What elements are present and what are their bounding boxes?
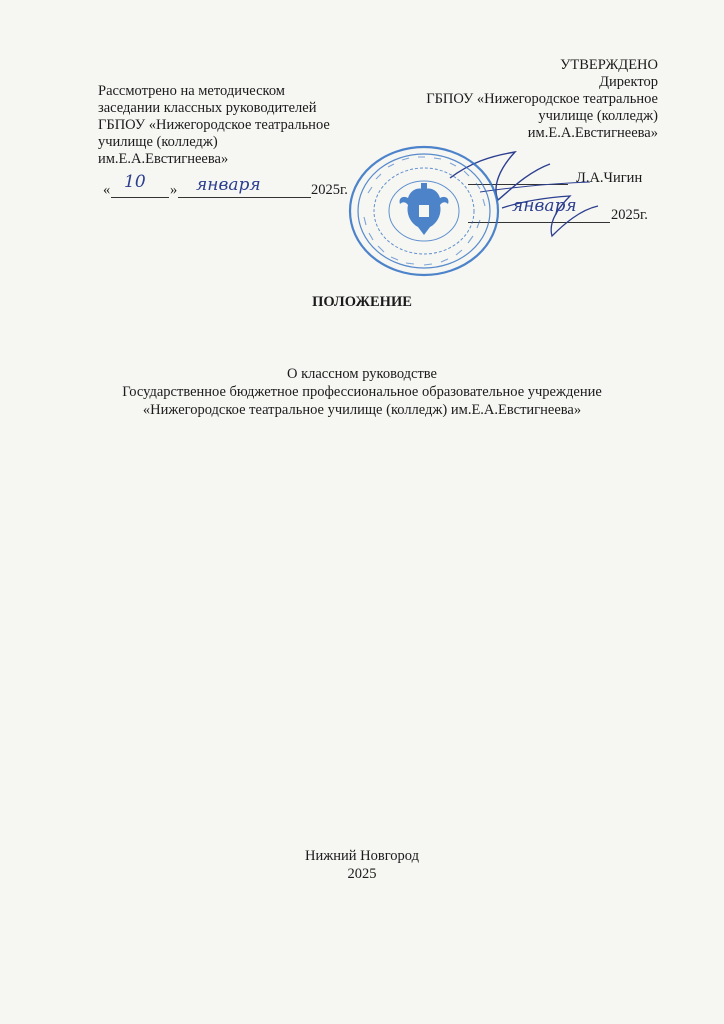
document-subtitle-topic: О классном руководстве <box>286 366 437 382</box>
signer-name: Л.А.Чигин <box>576 170 643 186</box>
left-block-line-3: ГБПОУ «Нижегородское театральное <box>98 117 330 133</box>
right-block-approved: УТВЕРЖДЕНО <box>560 57 658 73</box>
left-date-open-quote: « <box>103 182 111 198</box>
left-block-line-1: Рассмотрено на методическом <box>98 83 285 99</box>
left-block-line-4: училище (колледж) <box>98 134 218 150</box>
right-date-year: 2025г. <box>611 207 648 223</box>
left-date-close-quote: » <box>170 182 178 198</box>
right-block-line-5: им.Е.А.Евстигнеева» <box>527 125 658 141</box>
left-date-day-blank <box>111 197 169 198</box>
left-block-line-2: заседании классных руководителей <box>98 100 317 116</box>
right-block-line-3: ГБПОУ «Нижегородское театральное <box>426 91 658 107</box>
official-seal <box>346 143 502 279</box>
right-block-line-4: училище (колледж) <box>538 108 658 124</box>
footer-year: 2025 <box>347 866 377 882</box>
right-date-month-handwritten: января <box>512 196 577 216</box>
document-subtitle-org: Государственное бюджетное профессиональное образовательное учреждение <box>122 384 602 400</box>
left-date-month-handwritten: января <box>196 175 261 195</box>
left-block-line-5: им.Е.А.Евстигнеева» <box>98 151 229 167</box>
footer-city: Нижний Новгород <box>304 848 420 864</box>
left-date-year: 2025г. <box>311 182 348 198</box>
right-block-position: Директор <box>599 74 658 90</box>
document-subtitle-org-name: «Нижегородское театральное училище (колледж) им.Е.А.Евстигнеева» <box>142 402 582 418</box>
left-date-day-handwritten: 10 <box>124 172 146 192</box>
document-title: ПОЛОЖЕНИЕ <box>312 294 412 310</box>
left-date-month-blank <box>178 197 311 198</box>
